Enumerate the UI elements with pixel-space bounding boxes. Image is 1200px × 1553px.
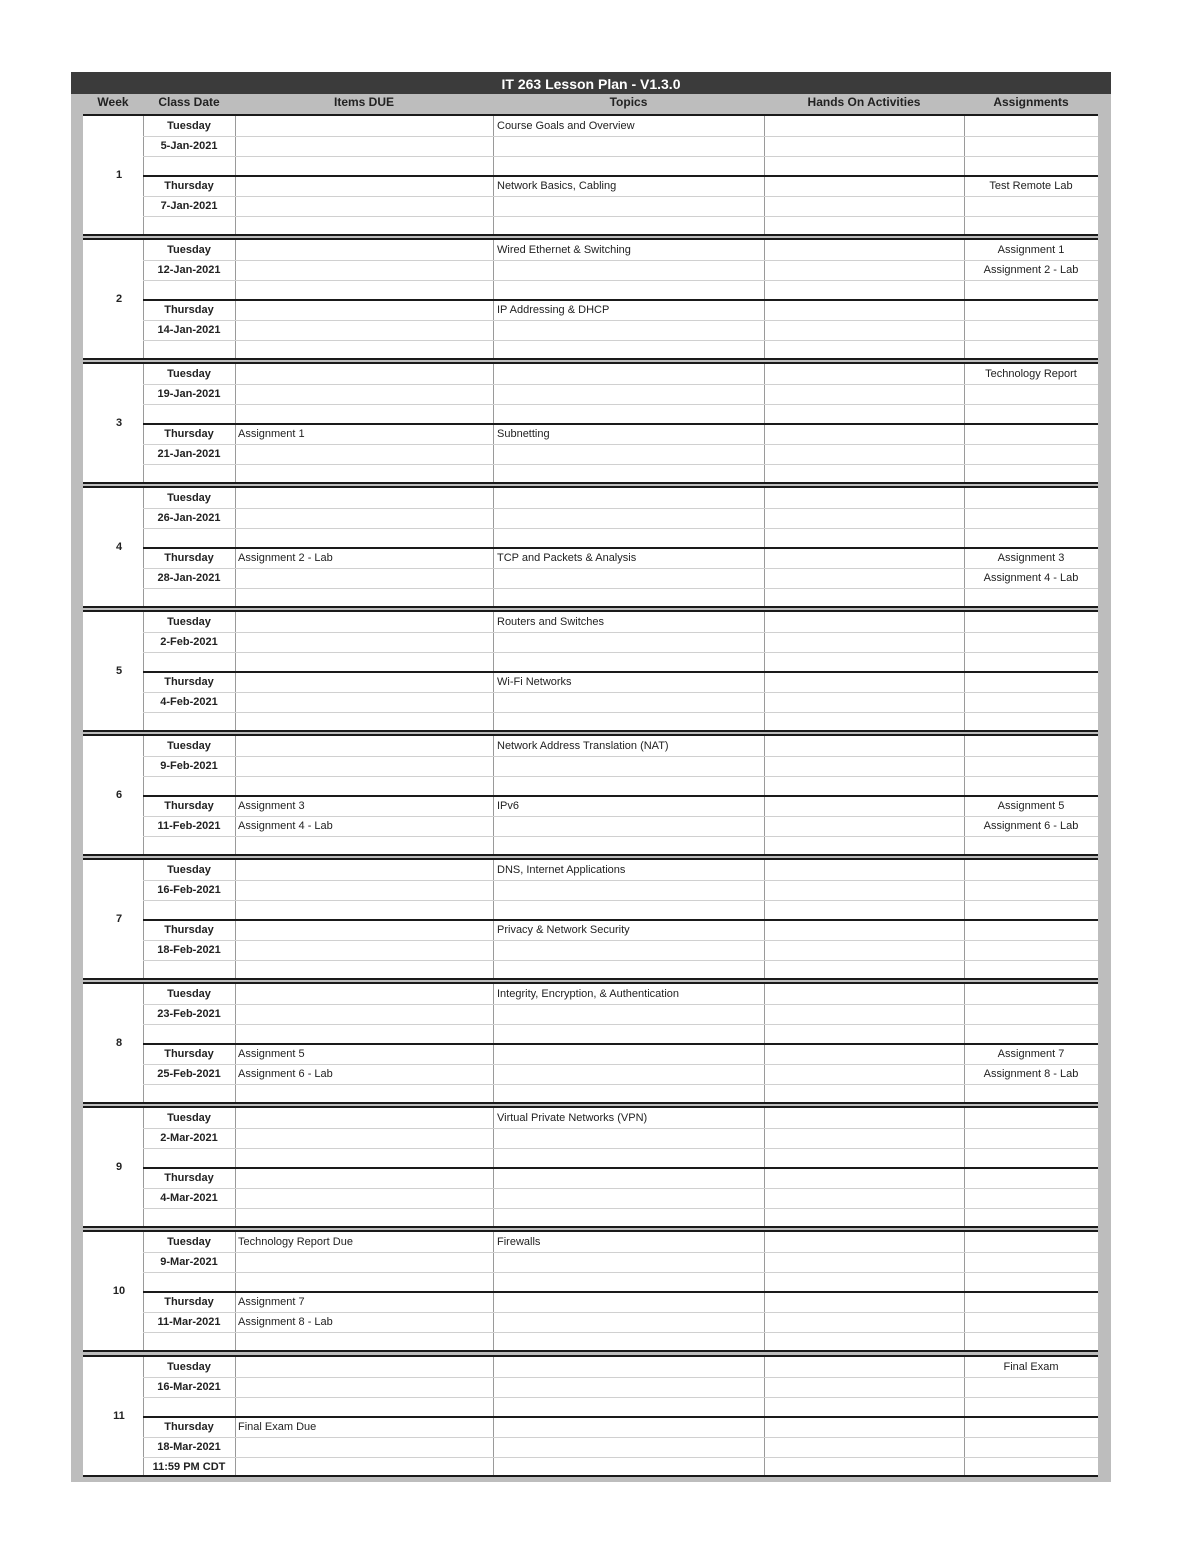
week-number: 5	[115, 665, 123, 678]
item-due: Assignment 2 - Lab	[238, 552, 333, 565]
class-day: Tuesday	[167, 120, 211, 132]
row-gridline	[143, 900, 1098, 901]
row-gridline	[143, 1024, 1098, 1025]
day-separator	[143, 671, 1098, 673]
item-due: Final Exam Due	[238, 1420, 317, 1433]
sheet-title: IT 263 Lesson Plan - V1.3.0	[71, 72, 1111, 94]
class-date: 19-Jan-2021	[157, 388, 221, 401]
class-day: Tuesday	[167, 988, 211, 1001]
row-gridline	[143, 1312, 1098, 1313]
row-gridline	[143, 1128, 1098, 1129]
topic: Routers and Switches	[497, 616, 604, 629]
row-gridline	[143, 1437, 1098, 1438]
row-gridline	[143, 1188, 1098, 1189]
topic: Privacy & Network Security	[497, 924, 630, 937]
class-date: 21-Jan-2021	[157, 448, 221, 461]
row-gridline	[143, 588, 1098, 589]
class-day: Tuesday	[167, 740, 211, 753]
row-gridline	[143, 652, 1098, 653]
class-day: Tuesday	[167, 244, 211, 257]
class-day: Thursday	[164, 180, 214, 192]
day-separator	[143, 547, 1098, 549]
class-date: 9-Feb-2021	[160, 760, 218, 773]
class-date: 7-Jan-2021	[160, 200, 218, 212]
week-number: 2	[115, 293, 123, 306]
day-separator	[143, 1043, 1098, 1045]
assignment: Assignment 2 - Lab	[983, 264, 1079, 277]
row-gridline	[143, 1148, 1098, 1149]
class-day: Thursday	[164, 924, 214, 937]
row-gridline	[143, 508, 1098, 509]
class-date: 4-Feb-2021	[160, 696, 218, 709]
class-day: Tuesday	[167, 616, 211, 629]
row-gridline	[143, 692, 1098, 693]
item-due: Assignment 5	[238, 1048, 305, 1061]
row-gridline	[143, 404, 1098, 405]
week-number: 3	[115, 417, 123, 430]
class-date: 26-Jan-2021	[157, 512, 221, 525]
topic: IP Addressing & DHCP	[497, 304, 610, 317]
row-gridline	[143, 1397, 1098, 1398]
row-gridline	[143, 712, 1098, 713]
class-day: Thursday	[164, 1420, 214, 1433]
day-separator	[143, 795, 1098, 797]
col-header-hands-on: Hands On Activities	[807, 95, 921, 109]
row-gridline	[143, 260, 1098, 261]
day-separator	[143, 299, 1098, 301]
row-gridline	[143, 196, 1098, 197]
topic: IPv6	[497, 800, 520, 813]
week-number: 10	[112, 1285, 126, 1298]
week-block	[83, 1230, 1098, 1352]
class-day: Thursday	[164, 428, 214, 441]
row-gridline	[143, 880, 1098, 881]
class-date: 28-Jan-2021	[157, 572, 221, 585]
class-date: 11-Feb-2021	[157, 820, 221, 833]
row-gridline	[143, 136, 1098, 137]
col-header-items-due: Items DUE	[333, 95, 395, 109]
row-gridline	[143, 940, 1098, 941]
class-date: 5-Jan-2021	[160, 140, 218, 152]
row-gridline	[143, 776, 1098, 777]
row-gridline	[143, 384, 1098, 385]
row-gridline	[143, 632, 1098, 633]
row-gridline	[143, 1208, 1098, 1209]
row-gridline	[143, 280, 1098, 281]
week-number: 8	[115, 1037, 123, 1050]
day-separator	[143, 919, 1098, 921]
day-separator	[143, 1416, 1098, 1418]
week-block	[83, 1106, 1098, 1228]
week-block	[83, 610, 1098, 732]
week-number: 7	[115, 913, 123, 926]
class-date: 11-Mar-2021	[157, 1316, 221, 1329]
class-date: 25-Feb-2021	[157, 1068, 221, 1081]
row-gridline	[143, 340, 1098, 341]
week-number: 1	[115, 169, 123, 181]
row-gridline	[143, 1457, 1098, 1458]
row-gridline	[143, 836, 1098, 837]
item-due: Technology Report Due	[238, 1236, 353, 1249]
class-date: 2-Feb-2021	[160, 636, 218, 649]
week-block	[83, 982, 1098, 1104]
assignment: Assignment 5	[997, 800, 1065, 813]
assignment: Assignment 8 - Lab	[983, 1068, 1079, 1081]
col-header-assignments: Assignments	[993, 95, 1069, 109]
assignment: Assignment 3	[997, 552, 1065, 565]
row-gridline	[143, 444, 1098, 445]
topic: Network Address Translation (NAT)	[497, 740, 669, 753]
row-gridline	[143, 1004, 1098, 1005]
class-day: Thursday	[164, 1172, 214, 1185]
topic: Course Goals and Overview	[497, 120, 635, 132]
week-block	[83, 114, 1098, 236]
class-date: 4-Mar-2021	[160, 1192, 218, 1205]
class-day: Thursday	[164, 1296, 214, 1309]
week-block	[83, 858, 1098, 980]
class-day: Thursday	[164, 552, 214, 565]
item-due: Assignment 7	[238, 1296, 305, 1309]
assignment: Final Exam	[1003, 1360, 1059, 1373]
week-block	[83, 734, 1098, 856]
class-date: 2-Mar-2021	[160, 1132, 218, 1145]
week-number: 11	[113, 1409, 125, 1422]
class-date: 14-Jan-2021	[157, 324, 221, 337]
item-due: Assignment 6 - Lab	[238, 1068, 333, 1081]
item-due: Assignment 3	[238, 800, 305, 813]
class-date: 12-Jan-2021	[157, 264, 221, 277]
row-gridline	[143, 156, 1098, 157]
class-day: Tuesday	[167, 864, 211, 877]
class-day: Thursday	[164, 304, 214, 317]
assignment: Assignment 1	[997, 244, 1065, 257]
class-date: 18-Feb-2021	[157, 944, 221, 957]
week-block	[83, 1355, 1098, 1477]
assignment: Assignment 6 - Lab	[983, 820, 1079, 833]
assignment: Assignment 7	[997, 1048, 1065, 1061]
col-header-class-date: Class Date	[158, 95, 220, 109]
topic: Firewalls	[497, 1236, 541, 1249]
class-day: Tuesday	[167, 492, 211, 505]
assignment: Assignment 4 - Lab	[983, 572, 1079, 585]
topic: Wi-Fi Networks	[497, 676, 572, 689]
class-date: 16-Mar-2021	[157, 1380, 221, 1393]
item-due: Assignment 1	[238, 428, 305, 441]
day-separator	[143, 423, 1098, 425]
class-date: 18-Mar-2021	[157, 1440, 221, 1453]
week-number: 4	[115, 541, 123, 554]
class-day: Tuesday	[167, 1360, 211, 1373]
row-gridline	[143, 464, 1098, 465]
topic: Wired Ethernet & Switching	[497, 244, 631, 257]
topic: TCP and Packets & Analysis	[497, 552, 637, 565]
week-block	[83, 486, 1098, 608]
row-gridline	[143, 816, 1098, 817]
topic: DNS, Internet Applications	[497, 864, 626, 877]
topic: Network Basics, Cabling	[497, 180, 617, 192]
class-day: Thursday	[164, 1048, 214, 1061]
class-day: Tuesday	[167, 1236, 211, 1249]
week-number: 9	[115, 1161, 123, 1174]
row-gridline	[143, 1272, 1098, 1273]
day-separator	[143, 175, 1098, 177]
col-header-topics: Topics	[609, 95, 648, 109]
row-gridline	[143, 1252, 1098, 1253]
day-separator	[143, 1291, 1098, 1293]
row-gridline	[143, 1084, 1098, 1085]
topic: Virtual Private Networks (VPN)	[497, 1112, 648, 1125]
row-gridline	[143, 1332, 1098, 1333]
week-number: 6	[115, 789, 123, 802]
row-gridline	[143, 1377, 1098, 1378]
class-date: 23-Feb-2021	[157, 1008, 221, 1021]
assignment: Technology Report	[985, 368, 1077, 381]
day-separator	[143, 1167, 1098, 1169]
class-date: 16-Feb-2021	[157, 884, 221, 897]
row-gridline	[143, 320, 1098, 321]
item-due: Assignment 8 - Lab	[238, 1316, 333, 1329]
column-header-row	[71, 94, 1111, 112]
row-gridline	[143, 1064, 1098, 1065]
due-time: 11:59 PM CDT	[152, 1460, 226, 1473]
row-gridline	[143, 528, 1098, 529]
topic: Subnetting	[497, 428, 550, 441]
row-gridline	[143, 756, 1098, 757]
topic: Integrity, Encryption, & Authentication	[497, 988, 680, 1001]
row-gridline	[143, 568, 1098, 569]
week-block	[83, 238, 1098, 360]
row-gridline	[143, 960, 1098, 961]
week-block	[83, 362, 1098, 484]
class-date: 9-Mar-2021	[160, 1256, 218, 1269]
row-gridline	[143, 216, 1098, 217]
lesson-plan-sheet	[71, 72, 1111, 1482]
class-day: Thursday	[164, 800, 214, 813]
class-day: Tuesday	[167, 368, 211, 381]
item-due: Assignment 4 - Lab	[238, 820, 333, 833]
col-header-week: Week	[97, 95, 129, 109]
class-day: Thursday	[164, 676, 214, 689]
assignment: Test Remote Lab	[989, 180, 1073, 192]
class-day: Tuesday	[167, 1112, 211, 1125]
